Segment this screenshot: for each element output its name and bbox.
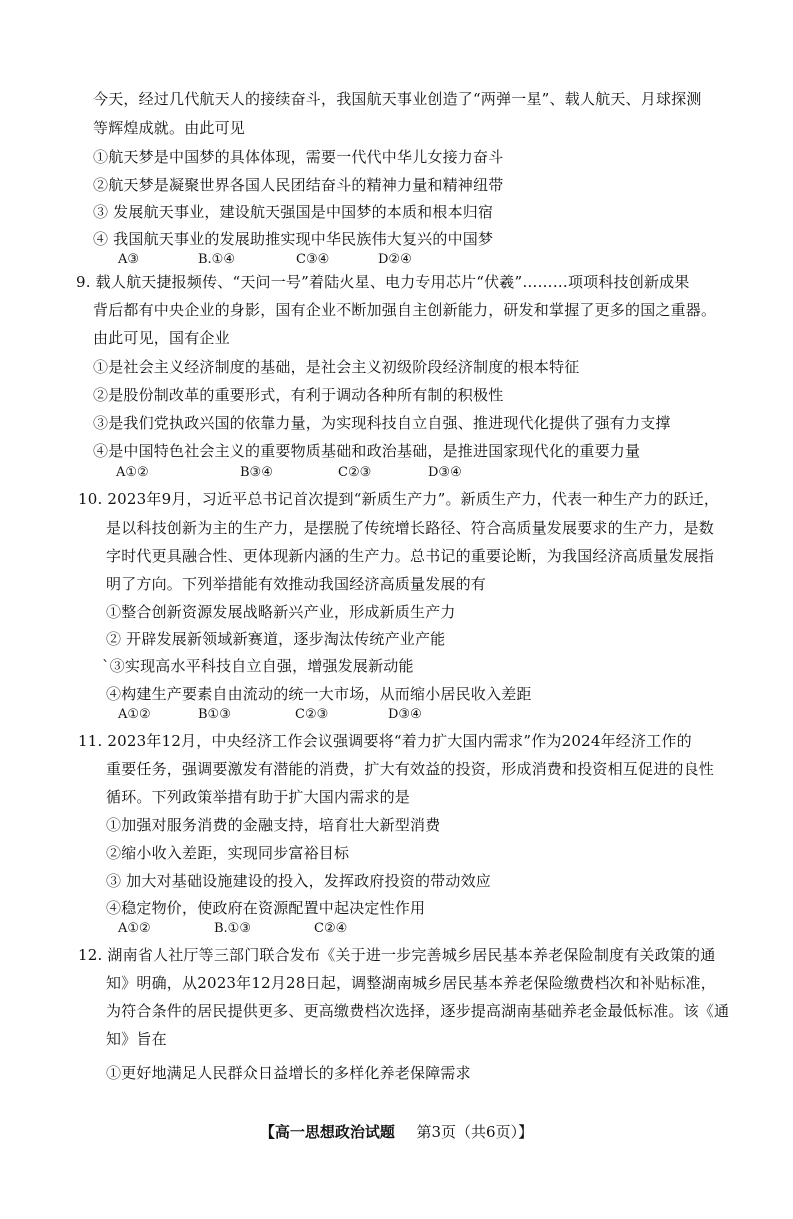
q10-option-b: B①③ <box>198 707 231 722</box>
q12-stem-line: 知》明确，从2023年12月28日起，调整湖南城乡居民基本养老保险缴费档次和补贴标准， <box>106 974 716 992</box>
q9-option-b: B③④ <box>240 465 273 480</box>
q8-item: ①航天梦是中国梦的具体体现，需要一代代中华儿女接力奋斗 <box>93 148 504 166</box>
q9-option-d: D③④ <box>428 465 462 480</box>
q11-item: ④稳定物价，使政府在资源配置中起决定性作用 <box>106 899 426 917</box>
footer-title: 【高一思想政治试题 <box>259 1123 395 1141</box>
q9-stem-line: 由此可见，国有企业 <box>93 329 230 347</box>
q8-option-b: B.①④ <box>198 252 235 267</box>
q8-stem-line: 等辉煌成就。由此可见 <box>93 119 246 137</box>
q11-option-b: B.①③ <box>214 921 251 936</box>
q8-item: ②航天梦是凝聚世界各国人民团结奋斗的精神力量和精神纽带 <box>93 176 504 194</box>
q10-item: ①整合创新资源发展战略新兴产业，形成新质生产力 <box>106 603 456 621</box>
q8-option-a: A③ <box>118 252 140 267</box>
q11-item: ②缩小收入差距，实现同步富裕目标 <box>106 844 350 862</box>
q11-stem-line: 循环。下列政策举措有助于扩大国内需求的是 <box>106 788 411 806</box>
q8-item: ④ 我国航天事业的发展助推实现中华民族伟大复兴的中国梦 <box>93 230 494 248</box>
q12-stem-line: 为符合条件的居民提供更多、更高缴费档次选择，逐步提高湖南基础养老金最低标准。该《通 <box>106 1002 730 1020</box>
q10-item: ② 开辟发展新领域新赛道，逐步淘汰传统产业产能 <box>106 630 446 648</box>
q10-option-c: C②③ <box>295 707 329 722</box>
q10-option-a: A①② <box>118 707 151 722</box>
q9-item: ④是中国特色社会主义的重要物质基础和政治基础，是推进国家现代化的重要力量 <box>93 442 641 460</box>
q9-item: ②是股份制改革的重要形式，有利于调动各种所有制的积极性 <box>93 386 504 404</box>
q10-stem-line: 明了方向。下列举措能有效推动我国经济高质量发展的有 <box>106 575 487 593</box>
q9-stem-line: 9. 载人航天捷报频传、“天问一号”着陆火星、电力专用芯片“伏羲”………项项科技创新成果 <box>76 273 690 291</box>
q11-stem-line: 11. 2023年12月，中央经济工作会议强调要将“着力扩大国内需求”作为2024年经济工作的 <box>78 732 692 750</box>
q11-stem-line: 重要任务，强调要激发有潜能的消费，扩大有效益的投资，形成消费和投资相互促进的良性 <box>106 760 715 778</box>
q9-item: ③是我们党执政兴国的依靠力量，为实现科技自立自强、推进现代化提供了强有力支撑 <box>93 414 671 432</box>
q9-stem-line: 背后都有中央企业的身影，国有企业不断加强自主创新能力，研发和掌握了更多的国之重器。 <box>93 301 717 319</box>
q10-stem-line: 字时代更具融合性、更体现新内涵的生产力。总书记的重要论断，为我国经济高质量发展指 <box>106 547 715 565</box>
q10-stem-line: 是以科技创新为主的生产力，是摆脱了传统增长路径、符合高质量发展要求的生产力，是数 <box>106 519 715 537</box>
q8-stem-line: 今天，经过几代航天人的接续奋斗，我国航天事业创造了“两弹一星”、载人航天、月球探测 <box>93 90 702 108</box>
page-footer <box>0 1122 793 1142</box>
q8-option-d: D②④ <box>378 252 412 267</box>
q10-item: ④构建生产要素自由流动的统一大市场，从而缩小居民收入差距 <box>106 685 532 703</box>
q9-option-a: A①② <box>116 465 149 480</box>
q11-item: ①加强对服务消费的金融支持，培育壮大新型消费 <box>106 816 441 834</box>
q9-option-c: C②③ <box>338 465 372 480</box>
q11-option-a: A①② <box>118 921 151 936</box>
q9-item: ①是社会主义经济制度的基础，是社会主义初级阶段经济制度的根本特征 <box>93 358 580 376</box>
q12-item: ①更好地满足人民群众日益增长的多样化养老保障需求 <box>106 1064 471 1082</box>
q10-item: `③实现高水平科技自立自强，增强发展新动能 <box>102 657 414 675</box>
q12-stem-line: 12. 湖南省人社厅等三部门联合发布《关于进一步完善城乡居民基本养老保险制度有关政策的通 <box>78 946 716 964</box>
q8-item: ③ 发展航天事业，建设航天强国是中国梦的本质和根本归宿 <box>93 203 494 221</box>
q11-item: ③ 加大对基础设施建设的投入，发挥政府投资的带动效应 <box>106 872 491 890</box>
q11-option-c: C②④ <box>314 921 348 936</box>
q10-stem-line: 10. 2023年9月，习近平总书记首次提到“新质生产力”。新质生产力，代表一种生产力的跃迁， <box>78 490 720 508</box>
q12-stem-line: 知》旨在 <box>106 1030 167 1048</box>
q8-option-c: C③④ <box>296 252 330 267</box>
footer-page-number: 第3页（共6页）】 <box>416 1123 534 1141</box>
q10-option-d: D③④ <box>388 707 422 722</box>
